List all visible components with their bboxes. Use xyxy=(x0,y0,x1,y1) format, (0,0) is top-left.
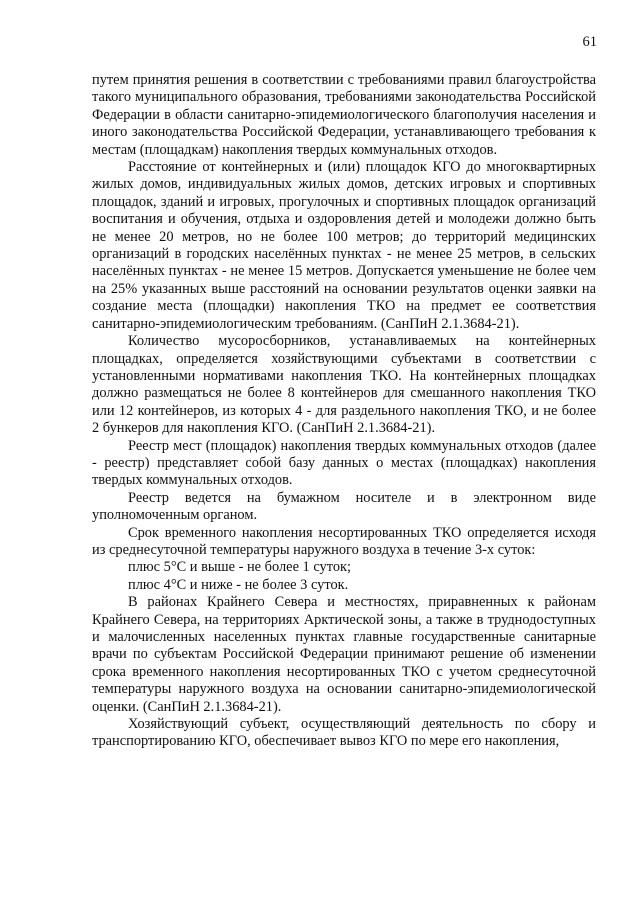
paragraph-registry-definition: Реестр мест (площадок) накопления твердых коммунальных отходов (далее - реестр) представляет собой базу данных о местах (площадках) накопления твердых коммунальных отходов. xyxy=(92,437,596,489)
paragraph-distance-requirements: Расстояние от контейнерных и (или) площадок КГО до многоквартирных жилых домов, индивидуальных жилых домов, детских игровых и спортивных площадок, зданий и игровых, прогулочных и спортивных площадок организаций воспитания и обучения, отдыха и оздоровления детей и молодежи должно быть не менее 20 метров, но не более 100 метров; до территорий медицинских организаций в городских населённых пунктах - не менее 25 метров, в сельских населённых пунктах - не менее 15 метров. Допускается уменьшение не более чем на 25% указанных выше расстояний на основании результатов оценки заявки на создание места (площадки) накопления ТКО на предмет ее соответствия санитарно-эпидемиологическим требованиям. (СанПиН 2.1.3684-21). xyxy=(92,159,596,332)
paragraph-continuation: путем принятия решения в соответствии с требованиями правил благоустройства такого муниципального образования, требованиями законодательства Российской Федерации в области санитарно-эпидемиологического благополучия населения и иного законодательства Российской Федерации, устанавливающего требования к местам (площадкам) накопления твердых коммунальных отходов. xyxy=(92,72,596,158)
paragraph-registry-maintenance: Реестр ведется на бумажном носителе и в электронном виде уполномоченным органом. xyxy=(92,489,596,524)
page-body xyxy=(92,72,596,751)
paragraph-storage-period: Срок временного накопления несортированных ТКО определяется исходя из среднесуточной температуры наружного воздуха в течение 3-х суток: xyxy=(92,524,596,558)
list-item-plus-five: плюс 5°С и выше - не более 1 суток; xyxy=(128,559,352,576)
paragraph-far-north: В районах Крайнего Севера и местностях, приравненных к районам Крайнего Севера, на территориях Арктической зоны, а также в труднодоступных и малочисленных населенных пунктах главные государственные санитарные врачи по субъектам Российской Федерации принимают решение об изменении срока временного накопления несортированных ТКО с учетом среднесуточной температуры наружного воздуха на основании санитарно-эпидемиологической оценки. (СанПиН 2.1.3684-21). xyxy=(92,594,596,715)
paragraph-kgo-removal: Хозяйствующий субъект, осуществляющий деятельность по сбору и транспортированию КГО, обеспечивает вывоз КГО по мере его накопления, xyxy=(92,716,596,750)
page-number: 61 xyxy=(582,34,597,50)
paragraph-container-count: Количество мусоросборников, устанавливаемых на контейнерных площадках, определяется хозяйствующими субъектами в соответствии с установленными нормативами накопления ТКО. На контейнерных площадках должно размещаться не более 8 контейнеров для смешанного накопления ТКО или 12 контейнеров, из которых 4 - для раздельного накопления ТКО, и не более 2 бункеров для накопления КГО. (СанПиН 2.1.3684-21). xyxy=(92,333,596,437)
list-item-plus-four: плюс 4°С и ниже - не более 3 суток. xyxy=(128,576,349,593)
